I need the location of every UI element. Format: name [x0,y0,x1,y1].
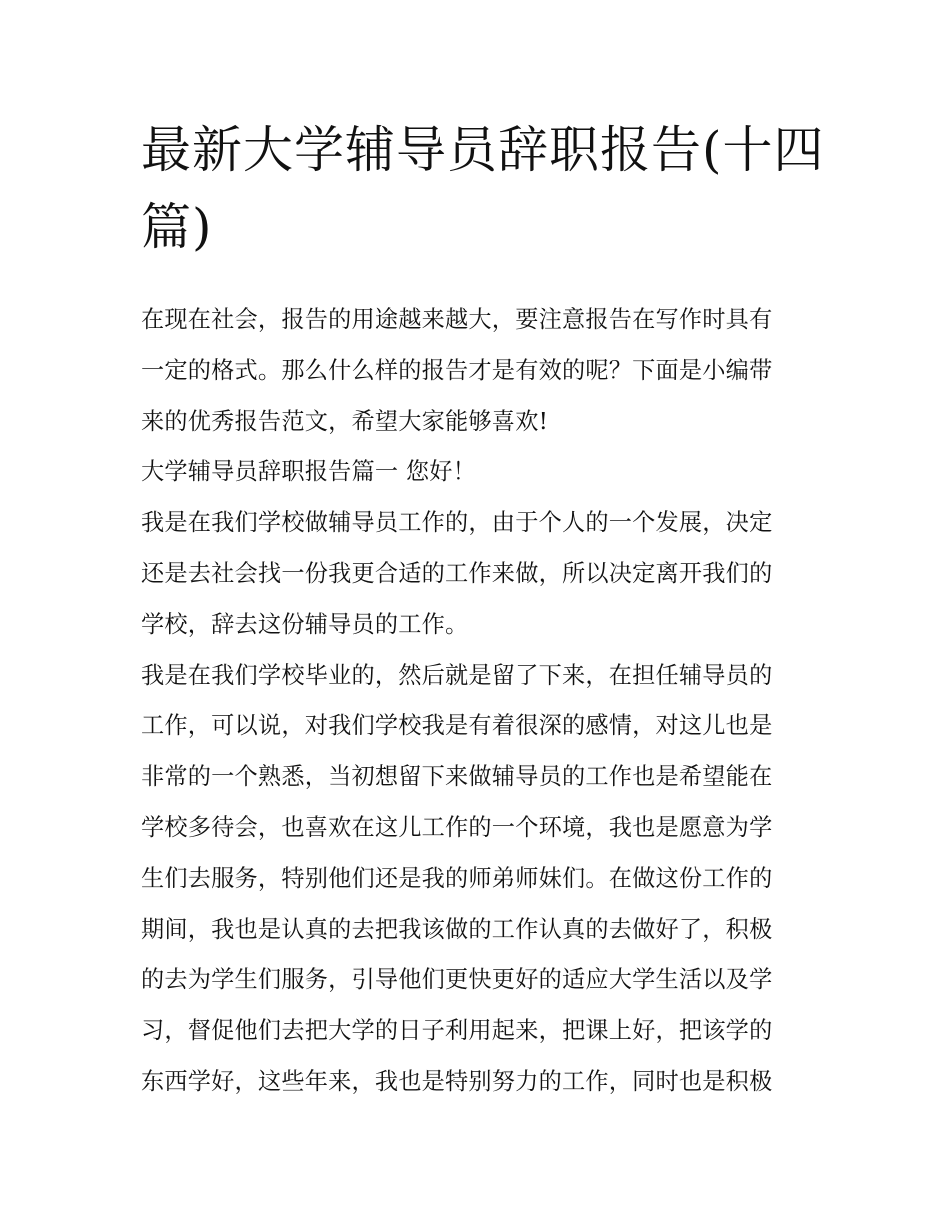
body-paragraph [141,498,813,650]
text-line: 在现在社会，报告的用途越来越大，要注意报告在写作时具有 [141,306,773,333]
text-line: 我是在我们学校做辅导员工作的，由于个人的一个发展，决定 [141,509,773,537]
intro-paragraph [141,295,813,447]
text-line: 学校，辞去这份辅导员的工作。 [141,610,469,638]
body-paragraph [141,651,813,1108]
text-line: 生们去服务，特别他们还是我的师弟师妹们。在做这份工作的 [141,864,773,892]
text-line: 工作，可以说，对我们学校我是有着很深的感情，对这儿也是 [141,712,773,740]
document-body [141,295,813,1108]
text-line: 东西学好，这些年来，我也是特别努力的工作，同时也是积极 [141,1067,773,1095]
document-content [141,112,825,1108]
section-heading-paragraph [141,447,813,498]
title-line: 最新大学辅导员辞职报告(十四 [141,121,825,179]
text-line: 非常的一个熟悉，当初想留下来做辅导员的工作也是希望能在 [141,763,773,791]
document-title [141,112,825,266]
text-line: 我是在我们学校毕业的，然后就是留了下来，在担任辅导员的 [141,661,773,689]
text-line: 习，督促他们去把大学的日子利用起来，把课上好，把该学的 [141,1017,773,1045]
text-line: 来的优秀报告范文，希望大家能够喜欢! [141,407,549,435]
text-line: 大学辅导员辞职报告篇一 您好！ [141,458,476,486]
text-line: 学校多待会，也喜欢在这儿工作的一个环境，我也是愿意为学 [141,813,773,841]
title-line: 篇) [141,198,213,256]
text-line: 还是去社会找一份我更合适的工作来做，所以决定离开我们的 [141,559,773,587]
text-line: 的去为学生们服务，引导他们更快更好的适应大学生活以及学 [141,966,773,994]
text-line: 一定的格式。那么什么样的报告才是有效的呢？下面是小编带 [141,356,773,384]
text-line: 期间，我也是认真的去把我该做的工作认真的去做好了，积极 [141,915,773,943]
